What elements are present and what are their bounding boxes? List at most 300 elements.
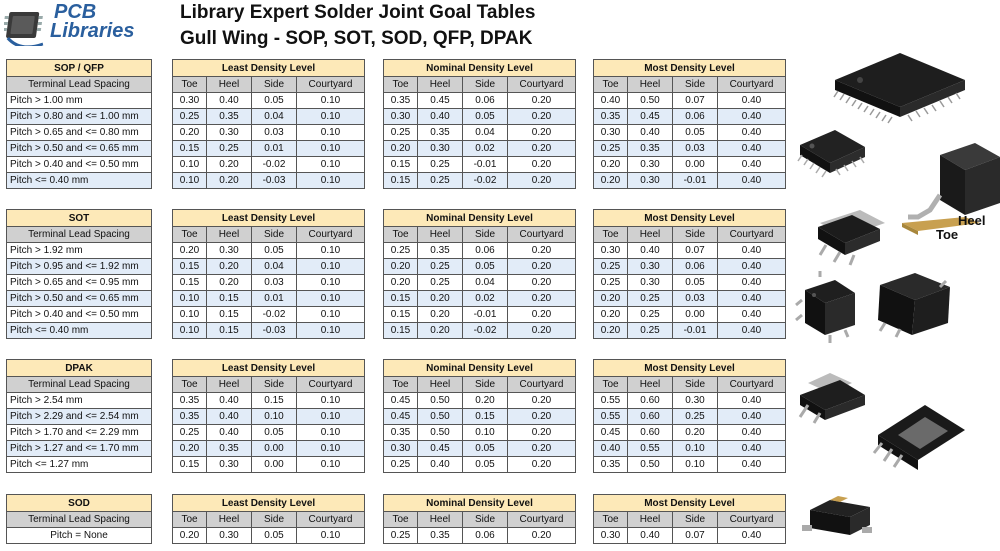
table-cell: 0.20 xyxy=(418,307,463,323)
table-cell: 0.20 xyxy=(508,291,576,307)
table-cell: 0.40 xyxy=(718,157,786,173)
table-row xyxy=(594,307,786,323)
table-cell: 0.30 xyxy=(628,275,673,291)
row-label: Pitch > 1.70 and <= 2.29 mm xyxy=(7,425,152,441)
table-cell: 0.00 xyxy=(252,441,297,457)
table-cell: 0.20 xyxy=(418,291,463,307)
table-cell: 0.30 xyxy=(207,528,252,544)
table-cell: 0.05 xyxy=(463,109,508,125)
most-density-table xyxy=(593,494,786,544)
column-header: Side xyxy=(252,227,297,243)
row-label: Pitch > 2.29 and <= 2.54 mm xyxy=(7,409,152,425)
table-cell: 0.10 xyxy=(297,157,365,173)
table-cell: 0.20 xyxy=(508,323,576,339)
row-label: Pitch > 2.54 mm xyxy=(7,393,152,409)
table-row xyxy=(594,323,786,339)
table-cell: 0.04 xyxy=(463,125,508,141)
density-level-header: Least Density Level xyxy=(173,360,365,377)
table-row xyxy=(173,425,365,441)
table-row xyxy=(173,157,365,173)
table-cell: 0.15 xyxy=(384,157,418,173)
table-cell: 0.15 xyxy=(173,141,207,157)
table-cell: 0.20 xyxy=(508,528,576,544)
table-cell: 0.40 xyxy=(207,393,252,409)
table-cell: 0.07 xyxy=(673,528,718,544)
column-header: Heel xyxy=(418,512,463,528)
table-cell: 0.20 xyxy=(463,393,508,409)
qfp-package-icon xyxy=(834,53,965,123)
column-header: Heel xyxy=(207,377,252,393)
table-row xyxy=(384,125,576,141)
density-level-header: Most Density Level xyxy=(594,210,786,227)
column-header: Side xyxy=(252,77,297,93)
table-row xyxy=(7,307,152,323)
table-cell: 0.25 xyxy=(594,275,628,291)
table-cell: 0.20 xyxy=(384,141,418,157)
table-row xyxy=(384,109,576,125)
table-row xyxy=(384,528,576,544)
lead-spacing-table xyxy=(6,359,152,473)
lead-spacing-table xyxy=(6,494,152,544)
table-cell: 0.40 xyxy=(718,243,786,259)
column-header: Toe xyxy=(594,512,628,528)
column-header: Toe xyxy=(594,227,628,243)
table-cell: 0.20 xyxy=(594,173,628,189)
table-cell: 0.10 xyxy=(297,323,365,339)
table-cell: 0.05 xyxy=(252,93,297,109)
table-cell: 0.10 xyxy=(173,291,207,307)
table-row xyxy=(384,457,576,473)
row-label: Pitch > 0.95 and <= 1.92 mm xyxy=(7,259,152,275)
table-row xyxy=(7,243,152,259)
section-name: SOT xyxy=(7,210,152,227)
table-cell: 0.60 xyxy=(628,393,673,409)
table-row xyxy=(173,393,365,409)
table-cell: 0.25 xyxy=(673,409,718,425)
table-cell: 0.40 xyxy=(594,93,628,109)
table-row xyxy=(173,243,365,259)
table-cell: 0.20 xyxy=(173,243,207,259)
table-row xyxy=(173,259,365,275)
table-cell: 0.04 xyxy=(252,109,297,125)
most-density-table xyxy=(593,209,786,339)
table-cell: 0.50 xyxy=(418,425,463,441)
table-cell: 0.25 xyxy=(384,243,418,259)
table-cell: 0.04 xyxy=(252,259,297,275)
table-cell: 0.40 xyxy=(718,275,786,291)
column-header: Toe xyxy=(173,512,207,528)
table-cell: 0.10 xyxy=(297,393,365,409)
table-row xyxy=(173,275,365,291)
table-row xyxy=(384,291,576,307)
table-cell: 0.20 xyxy=(508,157,576,173)
table-row xyxy=(384,393,576,409)
density-level-header: Nominal Density Level xyxy=(384,495,576,512)
table-cell: -0.01 xyxy=(463,307,508,323)
table-cell: 0.25 xyxy=(207,141,252,157)
table-cell: 0.05 xyxy=(252,528,297,544)
table-row xyxy=(384,323,576,339)
table-cell: 0.07 xyxy=(673,93,718,109)
table-cell: 0.35 xyxy=(173,393,207,409)
table-cell: 0.15 xyxy=(173,457,207,473)
table-cell: 0.25 xyxy=(418,157,463,173)
row-label: Pitch > 0.65 and <= 0.95 mm xyxy=(7,275,152,291)
table-cell: 0.40 xyxy=(718,173,786,189)
table-cell: 0.55 xyxy=(594,409,628,425)
table-cell: 0.10 xyxy=(173,157,207,173)
table-cell: 0.15 xyxy=(384,291,418,307)
column-header-label: Terminal Lead Spacing xyxy=(7,512,152,528)
table-cell: 0.30 xyxy=(173,93,207,109)
table-cell: 0.10 xyxy=(297,307,365,323)
column-header: Side xyxy=(463,512,508,528)
section-name: SOP / QFP xyxy=(7,60,152,77)
nominal-density-table xyxy=(383,209,576,339)
column-header: Courtyard xyxy=(297,227,365,243)
column-header: Courtyard xyxy=(297,512,365,528)
table-row xyxy=(173,323,365,339)
table-cell: -0.02 xyxy=(463,173,508,189)
table-cell: 0.30 xyxy=(628,157,673,173)
table-cell: 0.10 xyxy=(297,93,365,109)
density-level-header: Least Density Level xyxy=(173,210,365,227)
column-header: Side xyxy=(252,512,297,528)
table-cell: 0.20 xyxy=(594,157,628,173)
row-label: Pitch > 1.27 and <= 1.70 mm xyxy=(7,441,152,457)
table-cell: 0.25 xyxy=(173,425,207,441)
table-cell: 0.35 xyxy=(594,109,628,125)
table-cell: 0.40 xyxy=(718,93,786,109)
table-cell: 0.10 xyxy=(297,125,365,141)
table-cell: 0.10 xyxy=(297,291,365,307)
table-cell: -0.01 xyxy=(673,173,718,189)
table-cell: 0.20 xyxy=(508,125,576,141)
row-label: Pitch > 0.65 and <= 0.80 mm xyxy=(7,125,152,141)
table-cell: 0.20 xyxy=(508,307,576,323)
table-cell: 0.10 xyxy=(173,173,207,189)
table-cell: 0.15 xyxy=(384,307,418,323)
table-cell: 0.30 xyxy=(594,243,628,259)
column-header: Side xyxy=(673,377,718,393)
table-cell: 0.30 xyxy=(207,457,252,473)
table-row xyxy=(594,275,786,291)
table-cell: 0.40 xyxy=(718,141,786,157)
row-label: Pitch = None xyxy=(7,528,152,544)
table-cell: 0.05 xyxy=(463,259,508,275)
table-cell: 0.20 xyxy=(508,409,576,425)
most-density-table xyxy=(593,59,786,189)
table-cell: 0.30 xyxy=(418,141,463,157)
column-header: Heel xyxy=(628,512,673,528)
table-row xyxy=(7,425,152,441)
column-header: Courtyard xyxy=(297,77,365,93)
table-row xyxy=(384,93,576,109)
table-row xyxy=(173,409,365,425)
table-row xyxy=(594,393,786,409)
column-header: Side xyxy=(463,77,508,93)
table-cell: 0.20 xyxy=(384,259,418,275)
heel-toe-lead-closeup xyxy=(902,143,1000,242)
column-header: Courtyard xyxy=(508,227,576,243)
table-cell: 0.40 xyxy=(718,425,786,441)
column-header: Toe xyxy=(173,77,207,93)
table-cell: 0.25 xyxy=(628,291,673,307)
table-cell: 0.25 xyxy=(173,109,207,125)
table-cell: 0.25 xyxy=(628,307,673,323)
table-row xyxy=(7,291,152,307)
table-cell: 0.06 xyxy=(463,243,508,259)
table-cell: 0.10 xyxy=(297,141,365,157)
table-row xyxy=(594,259,786,275)
table-cell: 0.35 xyxy=(628,141,673,157)
page-subtitle: Gull Wing - SOP, SOT, SOD, QFP, DPAK xyxy=(180,28,533,49)
sot-package-icon xyxy=(818,210,885,265)
table-cell: 0.15 xyxy=(173,259,207,275)
table-cell: 0.20 xyxy=(508,141,576,157)
table-row xyxy=(173,307,365,323)
table-cell: 0.06 xyxy=(673,109,718,125)
table-row xyxy=(384,243,576,259)
table-cell: 0.40 xyxy=(418,457,463,473)
table-cell: 0.20 xyxy=(384,275,418,291)
table-cell: 0.20 xyxy=(508,275,576,291)
table-cell: 0.20 xyxy=(594,323,628,339)
table-row xyxy=(7,157,152,173)
table-cell: 0.45 xyxy=(628,109,673,125)
density-level-header: Least Density Level xyxy=(173,60,365,77)
table-row xyxy=(594,425,786,441)
table-cell: 0.05 xyxy=(463,441,508,457)
table-cell: 0.25 xyxy=(418,173,463,189)
table-cell: 0.60 xyxy=(628,409,673,425)
table-row xyxy=(7,259,152,275)
table-cell: 0.15 xyxy=(384,323,418,339)
table-cell: 0.06 xyxy=(463,528,508,544)
table-cell: 0.05 xyxy=(252,425,297,441)
table-row xyxy=(384,441,576,457)
table-cell: 0.00 xyxy=(673,157,718,173)
column-header: Toe xyxy=(173,377,207,393)
column-header: Courtyard xyxy=(718,512,786,528)
table-cell: 0.25 xyxy=(384,528,418,544)
table-cell: 0.15 xyxy=(252,393,297,409)
table-cell: 0.10 xyxy=(173,323,207,339)
column-header: Courtyard xyxy=(508,377,576,393)
table-cell: 0.40 xyxy=(207,425,252,441)
dpak-package-icon xyxy=(800,373,865,423)
table-cell: 0.30 xyxy=(594,125,628,141)
dpak-bottom-package-icon xyxy=(874,405,965,470)
table-cell: -0.01 xyxy=(463,157,508,173)
table-row xyxy=(384,173,576,189)
table-cell: 0.20 xyxy=(207,157,252,173)
table-row xyxy=(384,275,576,291)
table-cell: 0.30 xyxy=(384,109,418,125)
column-header: Toe xyxy=(384,227,418,243)
table-cell: 0.05 xyxy=(252,243,297,259)
nominal-density-table xyxy=(383,59,576,189)
table-row xyxy=(7,173,152,189)
table-row xyxy=(594,457,786,473)
table-row xyxy=(594,93,786,109)
section-name: SOD xyxy=(7,495,152,512)
sot89-package-icon xyxy=(878,273,950,337)
table-cell: 0.15 xyxy=(173,275,207,291)
density-level-header: Most Density Level xyxy=(594,360,786,377)
table-row xyxy=(594,157,786,173)
table-cell: 0.30 xyxy=(594,528,628,544)
table-row xyxy=(173,173,365,189)
table-row xyxy=(173,291,365,307)
density-level-header: Most Density Level xyxy=(594,495,786,512)
table-cell: 0.10 xyxy=(297,259,365,275)
row-label: Pitch > 1.92 mm xyxy=(7,243,152,259)
table-row xyxy=(173,125,365,141)
table-row xyxy=(7,109,152,125)
column-header-label: Terminal Lead Spacing xyxy=(7,227,152,243)
density-level-header: Nominal Density Level xyxy=(384,210,576,227)
column-header: Courtyard xyxy=(508,512,576,528)
column-header: Side xyxy=(463,227,508,243)
table-cell: 0.20 xyxy=(207,275,252,291)
table-cell: 0.30 xyxy=(207,125,252,141)
package-illustrations xyxy=(790,45,1000,551)
table-cell: 0.20 xyxy=(173,125,207,141)
column-header: Heel xyxy=(207,77,252,93)
table-cell: 0.02 xyxy=(463,291,508,307)
table-cell: -0.03 xyxy=(252,173,297,189)
table-row xyxy=(7,409,152,425)
table-row xyxy=(594,173,786,189)
table-row xyxy=(7,141,152,157)
table-row xyxy=(594,141,786,157)
table-row xyxy=(384,157,576,173)
table-row xyxy=(594,291,786,307)
table-cell: 0.03 xyxy=(252,275,297,291)
column-header: Courtyard xyxy=(718,377,786,393)
table-cell: 0.03 xyxy=(673,291,718,307)
table-row xyxy=(594,243,786,259)
lead-spacing-table xyxy=(6,59,152,189)
table-cell: 0.20 xyxy=(594,291,628,307)
table-row xyxy=(173,141,365,157)
table-cell: 0.25 xyxy=(628,323,673,339)
table-cell: 0.10 xyxy=(297,109,365,125)
sod-package-icon xyxy=(802,496,872,535)
table-cell: 0.55 xyxy=(594,393,628,409)
table-cell: 0.10 xyxy=(297,425,365,441)
table-cell: 0.40 xyxy=(718,457,786,473)
table-cell: 0.03 xyxy=(252,125,297,141)
table-cell: 0.40 xyxy=(718,259,786,275)
table-cell: 0.40 xyxy=(628,243,673,259)
table-cell: 0.40 xyxy=(718,393,786,409)
table-cell: 0.40 xyxy=(718,125,786,141)
heel-label: Heel xyxy=(958,213,986,228)
column-header: Courtyard xyxy=(718,77,786,93)
density-level-header: Nominal Density Level xyxy=(384,360,576,377)
column-header: Heel xyxy=(418,377,463,393)
table-cell: 0.01 xyxy=(252,141,297,157)
nominal-density-table xyxy=(383,494,576,544)
table-cell: 0.20 xyxy=(673,425,718,441)
table-cell: -0.02 xyxy=(463,323,508,339)
table-cell: 0.40 xyxy=(718,441,786,457)
table-cell: 0.35 xyxy=(207,109,252,125)
table-cell: 0.25 xyxy=(384,125,418,141)
table-cell: 0.10 xyxy=(297,243,365,259)
table-cell: 0.07 xyxy=(673,243,718,259)
toe-label: Toe xyxy=(936,227,959,242)
column-header: Toe xyxy=(173,227,207,243)
column-header: Heel xyxy=(628,77,673,93)
table-cell: 0.40 xyxy=(718,323,786,339)
table-row xyxy=(384,141,576,157)
table-cell: 0.20 xyxy=(418,323,463,339)
table-row xyxy=(173,109,365,125)
table-row xyxy=(173,441,365,457)
row-label: Pitch <= 0.40 mm xyxy=(7,173,152,189)
row-label: Pitch > 0.80 and <= 1.00 mm xyxy=(7,109,152,125)
table-cell: 0.45 xyxy=(384,393,418,409)
table-cell: 0.10 xyxy=(297,528,365,544)
table-cell: 0.20 xyxy=(508,425,576,441)
table-cell: 0.10 xyxy=(297,173,365,189)
row-label: Pitch > 1.00 mm xyxy=(7,93,152,109)
table-cell: 0.40 xyxy=(594,441,628,457)
table-cell: 0.40 xyxy=(207,93,252,109)
table-cell: 0.10 xyxy=(673,441,718,457)
table-cell: 0.45 xyxy=(418,441,463,457)
table-cell: 0.50 xyxy=(628,457,673,473)
row-label: Pitch > 0.40 and <= 0.50 mm xyxy=(7,307,152,323)
table-cell: 0.40 xyxy=(418,109,463,125)
table-cell: 0.40 xyxy=(718,307,786,323)
table-cell: 0.20 xyxy=(207,259,252,275)
most-density-table xyxy=(593,359,786,473)
table-cell: 0.05 xyxy=(673,275,718,291)
row-label: Pitch <= 0.40 mm xyxy=(7,323,152,339)
logo-text-libraries: Libraries xyxy=(50,20,135,42)
table-cell: 0.35 xyxy=(418,243,463,259)
table-cell: 0.10 xyxy=(297,457,365,473)
table-cell: 0.10 xyxy=(673,457,718,473)
table-cell: 0.01 xyxy=(252,291,297,307)
row-label: Pitch <= 1.27 mm xyxy=(7,457,152,473)
row-label: Pitch > 0.50 and <= 0.65 mm xyxy=(7,141,152,157)
table-cell: 0.40 xyxy=(207,409,252,425)
density-level-header: Most Density Level xyxy=(594,60,786,77)
column-header-label: Terminal Lead Spacing xyxy=(7,77,152,93)
column-header: Heel xyxy=(628,377,673,393)
table-cell: 0.15 xyxy=(207,291,252,307)
table-cell: 0.45 xyxy=(594,425,628,441)
table-cell: 0.40 xyxy=(718,291,786,307)
column-header: Heel xyxy=(418,227,463,243)
table-row xyxy=(173,457,365,473)
lead-spacing-table xyxy=(6,209,152,339)
table-row xyxy=(7,93,152,109)
row-label: Pitch > 0.50 and <= 0.65 mm xyxy=(7,291,152,307)
table-cell: 0.05 xyxy=(673,125,718,141)
section-name: DPAK xyxy=(7,360,152,377)
table-cell: 0.00 xyxy=(252,457,297,473)
table-cell: 0.20 xyxy=(508,259,576,275)
table-cell: 0.20 xyxy=(508,393,576,409)
table-cell: 0.20 xyxy=(207,173,252,189)
table-row xyxy=(594,409,786,425)
